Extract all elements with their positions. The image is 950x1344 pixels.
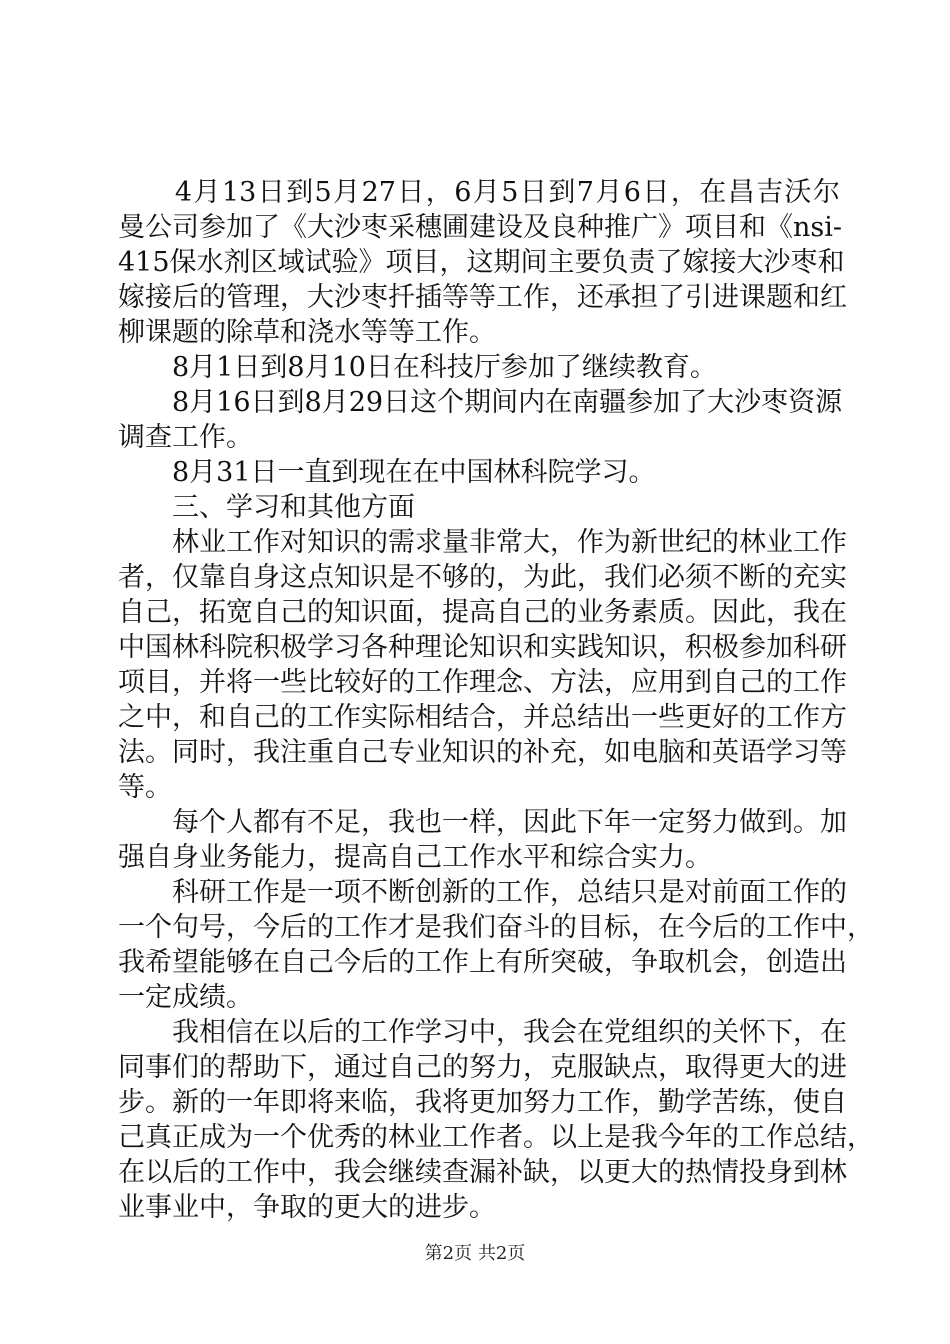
text-line: 者，仅靠自身这点知识是不够的，为此，我们必须不断的充实 <box>118 562 847 593</box>
text-line: 8月16日到8月29日这个期间内在南疆参加了大沙枣资源 <box>118 387 843 418</box>
text-line: 业事业中，争取的更大的进步。 <box>118 1192 496 1223</box>
text-line: 8月31日一直到现在在中国林科院学习。 <box>118 457 656 488</box>
text-line: 柳课题的除草和浇水等等工作。 <box>118 317 496 348</box>
text-line: 曼公司参加了《大沙枣采穗圃建设及良种推广》项目和《nsi- <box>118 212 843 243</box>
text-line: 在以后的工作中，我会继续查漏补缺，以更大的热情投身到林 <box>118 1157 847 1188</box>
text-line: 每个人都有不足，我也一样，因此下年一定努力做到。加 <box>118 807 847 838</box>
text-line: 4月13日到5月27日，6月5日到7月6日，在昌吉沃尔 <box>118 177 840 208</box>
text-line: 调查工作。 <box>118 422 253 453</box>
text-line: 嫁接后的管理，大沙枣扦插等等工作，还承担了引进课题和红 <box>118 282 847 313</box>
text-line: 8月1日到8月10日在科技厅参加了继续教育。 <box>118 352 717 383</box>
text-line: 林业工作对知识的需求量非常大，作为新世纪的林业工作 <box>118 527 847 558</box>
text-line: 我相信在以后的工作学习中，我会在党组织的关怀下，在 <box>118 1017 847 1048</box>
text-line: 项目，并将一些比较好的工作理念、方法，应用到自己的工作 <box>118 667 847 698</box>
text-line: 步。新的一年即将来临，我将更加努力工作，勤学苦练，使自 <box>118 1087 847 1118</box>
text-line: 三、学习和其他方面 <box>118 492 415 523</box>
text-line: 之中，和自己的工作实际相结合，并总结出一些更好的工作方 <box>118 702 847 733</box>
text-line: 己真正成为一个优秀的林业工作者。以上是我今年的工作总结， <box>118 1122 874 1153</box>
text-line: 科研工作是一项不断创新的工作，总结只是对前面工作的 <box>118 877 847 908</box>
text-line: 自己，拓宽自己的知识面，提高自己的业务素质。因此，我在 <box>118 597 847 628</box>
text-line: 法。同时，我注重自己专业知识的补充，如电脑和英语学习等 <box>118 737 847 768</box>
text-line: 415保水剂区域试验》项目，这期间主要负责了嫁接大沙枣和 <box>118 247 845 278</box>
document-body <box>118 175 874 1225</box>
text-line: 中国林科院积极学习各种理论知识和实践知识，积极参加科研 <box>118 632 847 663</box>
text-line: 我希望能够在自己今后的工作上有所突破，争取机会，创造出 <box>118 947 847 978</box>
text-line: 一个句号，今后的工作才是我们奋斗的目标，在今后的工作中， <box>118 912 874 943</box>
text-line: 等。 <box>118 772 172 803</box>
text-line: 强自身业务能力，提高自己工作水平和综合实力。 <box>118 842 712 873</box>
page-footer: 第2页 共2页 <box>424 1243 526 1264</box>
text-line: 同事们的帮助下，通过自己的努力，克服缺点，取得更大的进 <box>118 1052 847 1083</box>
text-line: 一定成绩。 <box>118 982 253 1013</box>
